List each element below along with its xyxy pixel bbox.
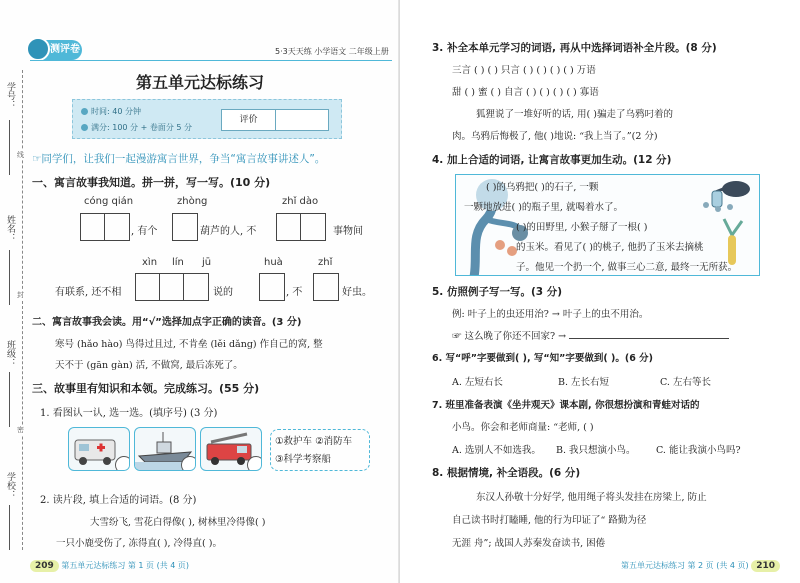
- pinyin-zhi: zhǐ: [318, 257, 333, 268]
- mascot-icon: [26, 37, 50, 61]
- hand-icon: ☞: [32, 153, 42, 165]
- char-grid-xinlinju[interactable]: [135, 273, 209, 301]
- q2-line2: 一只小鹿受伤了, 冻得直( ), 冷得直( )。: [56, 538, 222, 549]
- intro-text: ☞同学们，让我们一起漫游寓言世界，争当“寓言故事讲述人”。: [32, 153, 326, 165]
- class-label: 班级：: [5, 340, 15, 367]
- q8-line1: 东汉人孙敬十分好学, 他用绳子将头发挂在房梁上, 防止: [476, 492, 707, 503]
- char-grid-zhi[interactable]: [313, 273, 339, 301]
- number-blank[interactable]: [9, 120, 10, 175]
- class-blank[interactable]: [9, 372, 10, 427]
- q3-title: 3. 补全本单元学习的词语, 再从中选择词语补全片段。(8 分): [432, 42, 717, 54]
- pinyin-ju: jū: [202, 257, 212, 268]
- answer-circle-2[interactable]: [181, 456, 196, 471]
- section2-line1: 寒号 (hǎo hào) 鸟得过且过, 不肯垒 (lěi dǎng) 作自己的窝, 整: [55, 339, 323, 350]
- q4-line2: 一颗地放进( )的瓶子里, 就喝着水了。: [464, 202, 623, 213]
- answer-circle-3[interactable]: [247, 456, 262, 471]
- footer-text-right: 第五单元达标练习 第 2 页 (共 4 页): [620, 561, 749, 570]
- school-blank[interactable]: [9, 505, 10, 550]
- q7-title: 7. 班里准备表演《坐井观天》课本剧, 你很想扮演和青蛙对话的: [432, 400, 700, 411]
- char-grid-hua[interactable]: [259, 273, 285, 301]
- seal-mark-seal: 封: [17, 291, 24, 299]
- pinyin-congqian: cóng qián: [84, 196, 134, 207]
- q2-text: 2. 读片段, 填上合适的词语。(8 分): [40, 495, 197, 506]
- option-ambulance: ①救护车: [275, 436, 313, 447]
- fire-truck-picture: [200, 427, 262, 471]
- q6-option-a[interactable]: A. 左短右长: [452, 377, 503, 388]
- q4-line3: ( )的田野里, 小猴子掰了一根( ): [516, 222, 648, 233]
- text-row2-d: 好虫。: [342, 287, 372, 298]
- number-label: 学号：: [5, 82, 15, 109]
- badge-label: 测评卷: [50, 44, 80, 55]
- q7-line2: 小鸟。你会和老师商量: “老师, ( ): [452, 422, 594, 433]
- q7-option-c[interactable]: C. 能让我演小鸟吗?: [656, 445, 741, 456]
- option-research-ship: ③科学考察船: [275, 454, 332, 465]
- pinyin-xin: xìn: [142, 257, 158, 268]
- right-footer: [621, 560, 780, 572]
- q5-example: 例: 叶子上的虫还用治? → 叶子上的虫不用治。: [452, 309, 649, 320]
- q5-title: 5. 仿照例子写一写。(3 分): [432, 286, 563, 298]
- q7-option-b[interactable]: B. 我只想演小鸟。: [556, 445, 636, 456]
- q4-line1: ( )的乌鸦把( )的石子, 一颗: [486, 182, 599, 193]
- q2-line1: 大雪纷飞, 雪花白得像( ), 树林里冷得像( ): [90, 517, 266, 528]
- q3-line1: 三言 ( ) ( ) 只言 ( ) ( ) ( ) ( ) 万语: [452, 65, 596, 76]
- option-fire-truck: ②消防车: [315, 436, 353, 447]
- ambulance-picture: [68, 427, 130, 471]
- header-rule: [30, 60, 392, 61]
- q7-option-a[interactable]: A. 选别人不如选我。: [452, 445, 541, 456]
- hand-icon: ☞: [452, 331, 462, 342]
- time-info: 时间: 40 分钟: [81, 106, 141, 117]
- q5-answer-line[interactable]: [569, 338, 729, 339]
- q8-title: 8. 根据情境, 补全语段。(6 分): [432, 467, 581, 479]
- text-row1-c: 事物间: [333, 226, 363, 237]
- seal-mark-line: 线: [17, 151, 24, 159]
- q3-line2: 甜 ( ) 蜜 ( ) 自言 ( ) ( ) ( ) ( ) 寡语: [452, 87, 599, 98]
- evaluation-table: [221, 109, 329, 131]
- text-row1-b: 葫芦的人, 不: [200, 226, 257, 237]
- char-grid-zhidao[interactable]: [276, 213, 326, 241]
- q4-line5: 子。他见一个扔一个, 做事三心二意, 最终一无所获。: [516, 262, 738, 273]
- q4-line4: 的玉米。看见了( )的桃子, 他扔了玉米去摘桃: [516, 242, 704, 253]
- text-row2-b: 说的: [213, 287, 233, 298]
- section2-line2: 天不于 (gān gàn) 活, 不做窝, 最后冻死了。: [55, 360, 243, 371]
- ship-picture: [134, 427, 196, 471]
- section3-title: 三、故事里有知识和本领。完成练习。(55 分): [32, 382, 260, 395]
- pinyin-zhong: zhòng: [177, 196, 208, 207]
- text-row2-a: 有联系, 还不相: [55, 287, 122, 298]
- q4-title: 4. 加上合适的词语, 让寓言故事更加生动。(12 分): [432, 154, 672, 166]
- section2-title: 二、寓言故事我会读。用“√”选择加点字正确的读音。(3 分): [32, 317, 302, 328]
- seal-mark-secret: 密: [17, 426, 24, 434]
- evaluation-field[interactable]: [276, 110, 328, 130]
- clock-icon: [81, 108, 88, 115]
- q8-line3: 无涯 舟”; 战国人苏秦发奋读书, 困倦: [452, 538, 606, 549]
- options-box: [270, 429, 370, 471]
- q5-task: ☞ 这么晚了你还不回家? →: [452, 328, 729, 342]
- answer-circle-1[interactable]: [115, 456, 130, 471]
- q6-option-c[interactable]: C. 左右等长: [660, 377, 711, 388]
- page-number-left: 209: [30, 560, 59, 572]
- story-box: [455, 174, 760, 276]
- book-header: 5·3天天练 小学语文 二年级上册: [275, 47, 389, 56]
- name-blank[interactable]: [9, 250, 10, 305]
- page-title: 第五单元达标练习: [135, 73, 264, 92]
- q3-line3: 狐狸说了一堆好听的话, 用( )骗走了乌鸦叼着的: [476, 109, 673, 120]
- page-number-right: 210: [751, 560, 780, 572]
- footer-text-left: 第五单元达标练习 第 1 页 (共 4 页): [61, 561, 190, 570]
- test-badge: [30, 40, 82, 60]
- q3-line4: 肉。乌鸦后悔极了, 他( )地说: “我上当了。”(2 分): [452, 131, 658, 142]
- score-info: 满分: 100 分 + 卷面分 5 分: [81, 122, 192, 133]
- char-grid-congqian[interactable]: [80, 213, 130, 241]
- text-row2-c: , 不: [286, 287, 303, 298]
- q8-line2: 自己读书时打瞌睡, 他的行为印证了“ 路勤为径: [452, 515, 647, 526]
- text-row1-a: , 有个: [131, 226, 158, 237]
- pinyin-zhidao: zhǐ dào: [282, 196, 319, 207]
- q1-text: 1. 看图认一认, 选一选。(填序号) (3 分): [40, 408, 218, 419]
- binding-line: [22, 70, 23, 550]
- evaluation-label: 评价: [222, 110, 276, 130]
- left-footer: [30, 560, 189, 572]
- school-label: 学校：: [5, 472, 15, 499]
- score-icon: [81, 124, 88, 131]
- section1-title: 一、寓言故事我知道。拼一拼，写一写。(10 分): [32, 176, 271, 189]
- pinyin-hua: huà: [264, 257, 283, 268]
- q6-option-b[interactable]: B. 左长右短: [558, 377, 610, 388]
- q6-title: 6. 写“呼”字要做到( ), 写“知”字要做到( )。(6 分): [432, 353, 654, 364]
- name-label: 姓名：: [5, 215, 15, 242]
- info-box: [72, 99, 342, 139]
- char-grid-zhong[interactable]: [172, 213, 198, 241]
- pinyin-lin: lín: [172, 257, 184, 268]
